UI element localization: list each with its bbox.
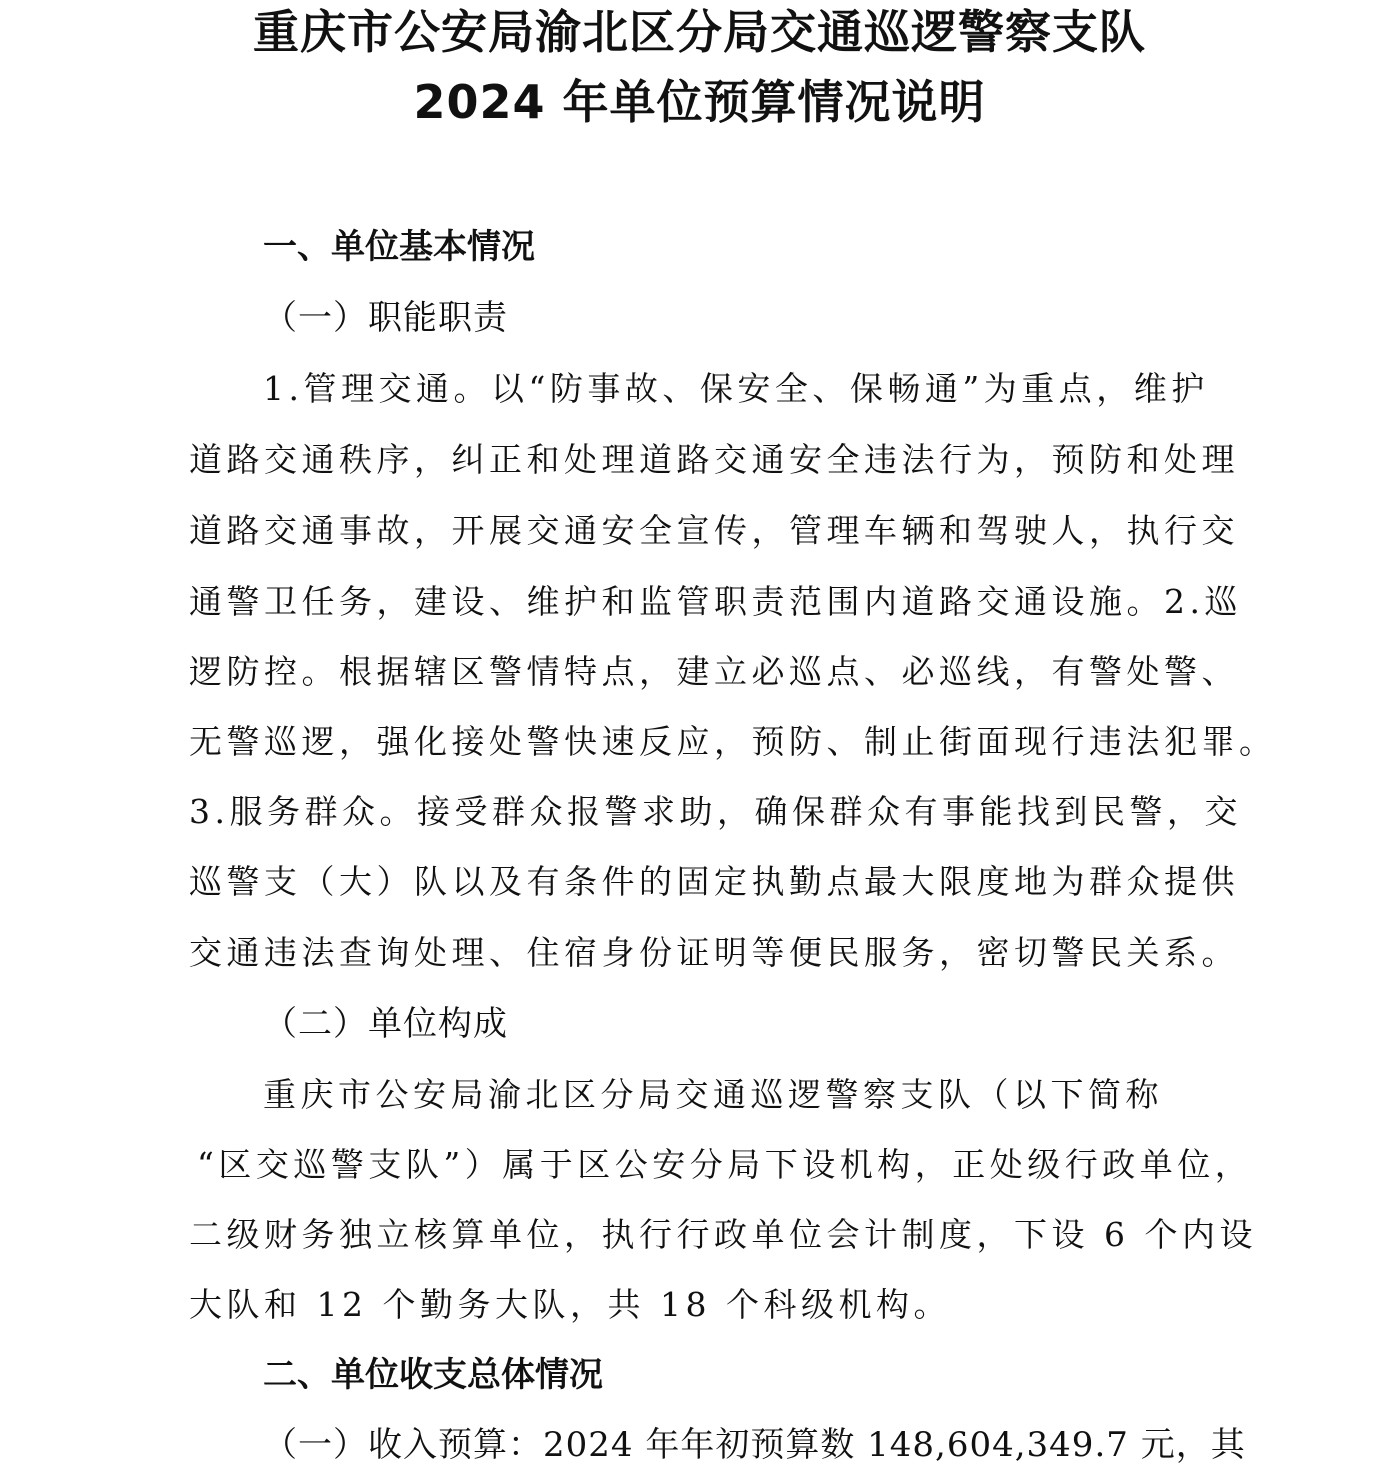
paragraph-line: 巡警支（大）队以及有条件的固定执勤点最大限度地为群众提供 xyxy=(189,862,1239,901)
document-title-line-2: 2024 年单位预算情况说明 xyxy=(413,75,986,129)
paragraph-line: 道路交通事故，开展交通安全宣传，管理车辆和驾驶人，执行交 xyxy=(189,511,1239,550)
section-heading-basic-info: 一、单位基本情况 xyxy=(263,227,535,267)
subheading-income-budget: （一）收入预算：2024 年年初预算数 148,604,349.7 元，其 xyxy=(263,1425,1246,1465)
paragraph-line: 二级财务独立核算单位，执行行政单位会计制度，下设 6 个内设 xyxy=(189,1215,1257,1254)
paragraph-line: 通警卫任务，建设、维护和监管职责范围内道路交通设施。2.巡 xyxy=(189,582,1242,621)
paragraph-line: “区交巡警支队”）属于区公安分局下设机构，正处级行政单位， xyxy=(197,1145,1253,1184)
paragraph-line: 重庆市公安局渝北区分局交通巡逻警察支队（以下简称 xyxy=(263,1075,1163,1114)
document-title-line-1: 重庆市公安局渝北区分局交通巡逻警察支队 xyxy=(253,5,1146,59)
section-heading-budget-overview: 二、单位收支总体情况 xyxy=(263,1355,603,1395)
paragraph-line: 3.服务群众。接受群众报警求助，确保群众有事能找到民警，交 xyxy=(189,792,1242,831)
paragraph-line: 1.管理交通。以“防事故、保安全、保畅通”为重点，维护 xyxy=(263,369,1209,408)
paragraph-line: 大队和 12 个勤务大队，共 18 个科级机构。 xyxy=(189,1285,951,1324)
subheading-functions: （一）职能职责 xyxy=(263,298,508,338)
paragraph-line: 逻防控。根据辖区警情特点，建立必巡点、必巡线，有警处警、 xyxy=(189,652,1239,691)
subheading-composition: （二）单位构成 xyxy=(263,1004,508,1044)
paragraph-line: 无警巡逻，强化接处警快速反应，预防、制止街面现行违法犯罪。 xyxy=(189,722,1277,761)
paragraph-line: 道路交通秩序，纠正和处理道路交通安全违法行为，预防和处理 xyxy=(189,440,1239,479)
paragraph-line: 交通违法查询处理、住宿身份证明等便民服务，密切警民关系。 xyxy=(189,933,1239,972)
